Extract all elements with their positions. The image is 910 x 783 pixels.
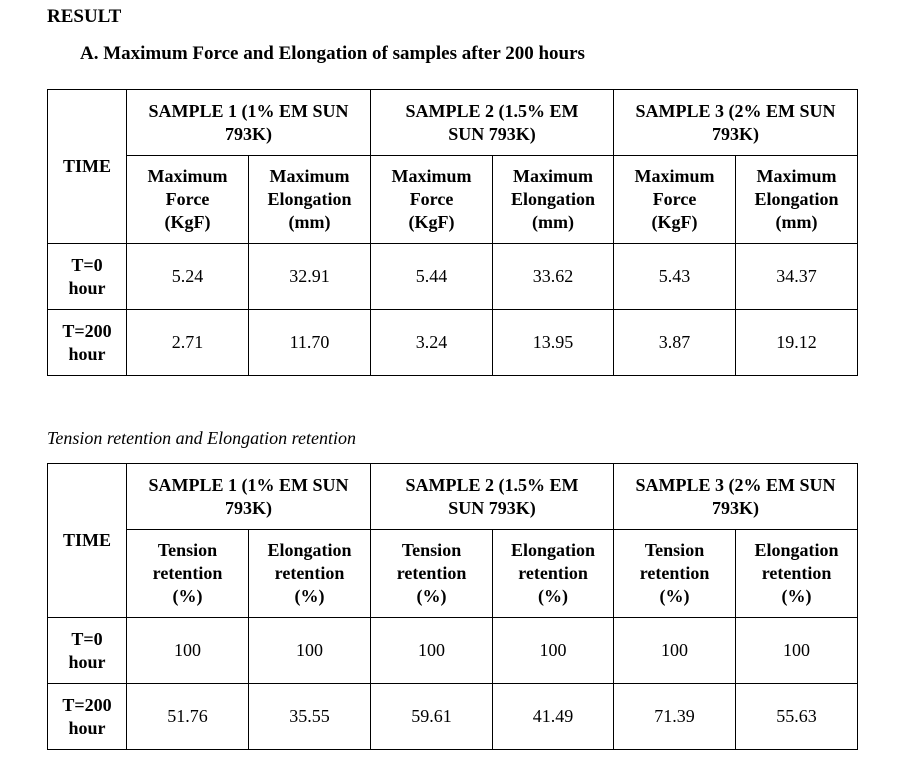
value-cell: 51.76 xyxy=(127,684,249,750)
value-cell: 100 xyxy=(614,618,736,684)
sample-header: SAMPLE 2 (1.5% EM SUN 793K) xyxy=(371,464,614,530)
time-header: TIME xyxy=(48,90,127,244)
table-subheader-row xyxy=(48,156,858,244)
value-cell: 3.87 xyxy=(614,310,736,376)
value-cell: 2.71 xyxy=(127,310,249,376)
subheader-cell: Maximum Elongation (mm) xyxy=(736,156,858,244)
time-cell: T=200 hour xyxy=(48,684,127,750)
value-cell: 71.39 xyxy=(614,684,736,750)
value-cell: 100 xyxy=(249,618,371,684)
value-cell: 35.55 xyxy=(249,684,371,750)
value-cell: 5.43 xyxy=(614,244,736,310)
subheader-cell: Maximum Force (KgF) xyxy=(614,156,736,244)
section-heading: A. Maximum Force and Elongation of samples after 200 hours xyxy=(80,43,585,64)
time-cell: T=200 hour xyxy=(48,310,127,376)
subheader-cell: Tension retention (%) xyxy=(127,530,249,618)
value-cell: 3.24 xyxy=(371,310,493,376)
value-cell: 34.37 xyxy=(736,244,858,310)
value-cell: 100 xyxy=(371,618,493,684)
subheader-cell: Tension retention (%) xyxy=(371,530,493,618)
value-cell: 100 xyxy=(736,618,858,684)
table-row xyxy=(48,684,858,750)
subheader-cell: Maximum Elongation (mm) xyxy=(493,156,614,244)
retention-table xyxy=(47,463,858,750)
time-header: TIME xyxy=(48,464,127,618)
value-cell: 41.49 xyxy=(493,684,614,750)
result-heading: RESULT xyxy=(47,6,122,27)
subheader-cell: Elongation retention (%) xyxy=(249,530,371,618)
value-cell: 32.91 xyxy=(249,244,371,310)
subheader-cell: Elongation retention (%) xyxy=(736,530,858,618)
subheader-cell: Maximum Elongation (mm) xyxy=(249,156,371,244)
value-cell: 5.44 xyxy=(371,244,493,310)
value-cell: 100 xyxy=(127,618,249,684)
subheader-cell: Maximum Force (KgF) xyxy=(371,156,493,244)
value-cell: 19.12 xyxy=(736,310,858,376)
value-cell: 59.61 xyxy=(371,684,493,750)
sample-header: SAMPLE 2 (1.5% EM SUN 793K) xyxy=(371,90,614,156)
time-cell: T=0 hour xyxy=(48,618,127,684)
subheader-cell: Elongation retention (%) xyxy=(493,530,614,618)
table-row xyxy=(48,244,858,310)
value-cell: 5.24 xyxy=(127,244,249,310)
table-header-row xyxy=(48,464,858,530)
subheader-cell: Tension retention (%) xyxy=(614,530,736,618)
retention-caption: Tension retention and Elongation retention xyxy=(47,428,356,448)
sample-header: SAMPLE 1 (1% EM SUN 793K) xyxy=(127,464,371,530)
force-elongation-table xyxy=(47,89,858,376)
sample-header: SAMPLE 3 (2% EM SUN 793K) xyxy=(614,90,858,156)
subheader-cell: Maximum Force (KgF) xyxy=(127,156,249,244)
value-cell: 55.63 xyxy=(736,684,858,750)
table-subheader-row xyxy=(48,530,858,618)
table-header-row xyxy=(48,90,858,156)
time-cell: T=0 hour xyxy=(48,244,127,310)
value-cell: 100 xyxy=(493,618,614,684)
value-cell: 33.62 xyxy=(493,244,614,310)
sample-header: SAMPLE 3 (2% EM SUN 793K) xyxy=(614,464,858,530)
value-cell: 11.70 xyxy=(249,310,371,376)
sample-header: SAMPLE 1 (1% EM SUN 793K) xyxy=(127,90,371,156)
value-cell: 13.95 xyxy=(493,310,614,376)
table-row xyxy=(48,310,858,376)
table-row xyxy=(48,618,858,684)
